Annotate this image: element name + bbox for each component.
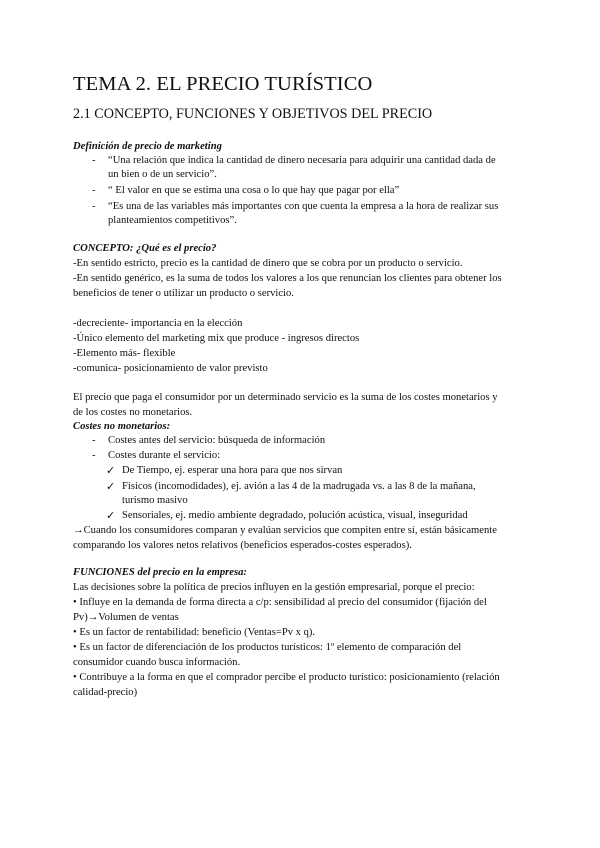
funciones-line-2: • Influye en la demanda de forma directa a c/p: sensibilidad al precio del consumidor (fijación del — [73, 597, 487, 608]
feature-line-2: -Único elemento del marketing mix que produce - ingresos directos — [73, 333, 360, 344]
list-bullet: - — [92, 450, 96, 461]
definition-heading: Definición de precio de marketing — [73, 141, 222, 152]
concepto-heading: CONCEPTO: ¿Qué es el precio? — [73, 243, 217, 254]
costes-subitem-2-line-2: turismo masivo — [122, 495, 188, 506]
costes-subitem-2-line-1: Físicos (incomodidades), ej. avión a las 4 de la madrugada vs. a las 8 de la mañana, — [122, 481, 476, 492]
costes-heading: Costes no monetarios: — [73, 421, 171, 432]
concepto-line-2: -En sentido genérico, es la suma de todos los valores a los que renuncian los clientes para obtener los — [73, 273, 502, 284]
definition-item-1-line-2: un bien o de un servicio”. — [108, 169, 217, 180]
section-subtitle: 2.1 CONCEPTO, FUNCIONES Y OBJETIVOS DEL PRECIO — [73, 106, 433, 122]
costes-conclusion-line-2: comparando los valores netos relativos (beneficios esperados-costes esperados). — [73, 540, 412, 551]
feature-line-1: -decreciente- importancia en la elección — [73, 318, 243, 329]
costes-conclusion-line-1: →Cuando los consumidores comparan y evalúan servicios que compiten entre sí, están básicamente — [73, 525, 497, 536]
definition-item-2: “ El valor en que se estima una cosa o lo que hay que pagar por ella” — [108, 185, 400, 196]
concepto-line-1: -En sentido estricto, precio es la cantidad de dinero que se cobra por un producto o servicio. — [73, 258, 463, 269]
checkmark-icon: ✓ — [106, 510, 116, 522]
funciones-line-1: Las decisiones sobre la política de precios influyen en la gestión empresarial, porque el precio: — [73, 582, 475, 593]
funciones-line-6: consumidor cuando busca información. — [73, 657, 241, 668]
funciones-line-5: • Es un factor de diferenciación de los productos turísticos: 1º elemento de comparación del — [73, 642, 462, 653]
costes-intro-line-1: El precio que paga el consumidor por un determinado servicio es la suma de los costes monetarios y — [73, 392, 498, 403]
feature-line-4: -comunica- posicionamiento de valor previsto — [73, 363, 268, 374]
page-title: TEMA 2. EL PRECIO TURÍSTICO — [73, 73, 373, 95]
checkmark-icon: ✓ — [106, 465, 116, 477]
funciones-line-3: Pv)→Volumen de ventas — [73, 612, 179, 623]
funciones-line-8: calidad-precio) — [73, 687, 138, 698]
checkmark-icon: ✓ — [106, 481, 116, 493]
costes-item-1: Costes antes del servicio: búsqueda de información — [108, 435, 326, 446]
concepto-line-3: beneficios de tener o utilizar un producto o servicio. — [73, 288, 294, 299]
list-bullet: - — [92, 201, 96, 212]
funciones-line-7: • Contribuye a la forma en que el comprador percibe el producto turístico: posicionamiento (relación — [73, 672, 500, 683]
definition-item-1-line-1: “Una relación que indica la cantidad de dinero necesaria para adquirir una cantidad dada de — [108, 155, 496, 166]
list-bullet: - — [92, 155, 96, 166]
costes-intro-line-2: de los costes no monetarios. — [73, 407, 193, 418]
costes-item-2: Costes durante el servicio: — [108, 450, 221, 461]
feature-line-3: -Elemento más- flexible — [73, 348, 176, 359]
list-bullet: - — [92, 435, 96, 446]
funciones-line-4: • Es un factor de rentabilidad: beneficio (Ventas=Pv x q). — [73, 627, 316, 638]
costes-subitem-1: De Tiempo, ej. esperar una hora para que nos sirvan — [122, 465, 343, 476]
list-bullet: - — [92, 185, 96, 196]
definition-item-3-line-1: “Es una de las variables más importantes con que cuenta la empresa a la hora de realizar sus — [108, 201, 499, 212]
funciones-heading: FUNCIONES del precio en la empresa: — [73, 567, 247, 578]
definition-item-3-line-2: planteamientos competitivos”. — [108, 215, 237, 226]
costes-subitem-3: Sensoriales, ej. medio ambiente degradado, polución acústica, visual, inseguridad — [122, 510, 468, 521]
